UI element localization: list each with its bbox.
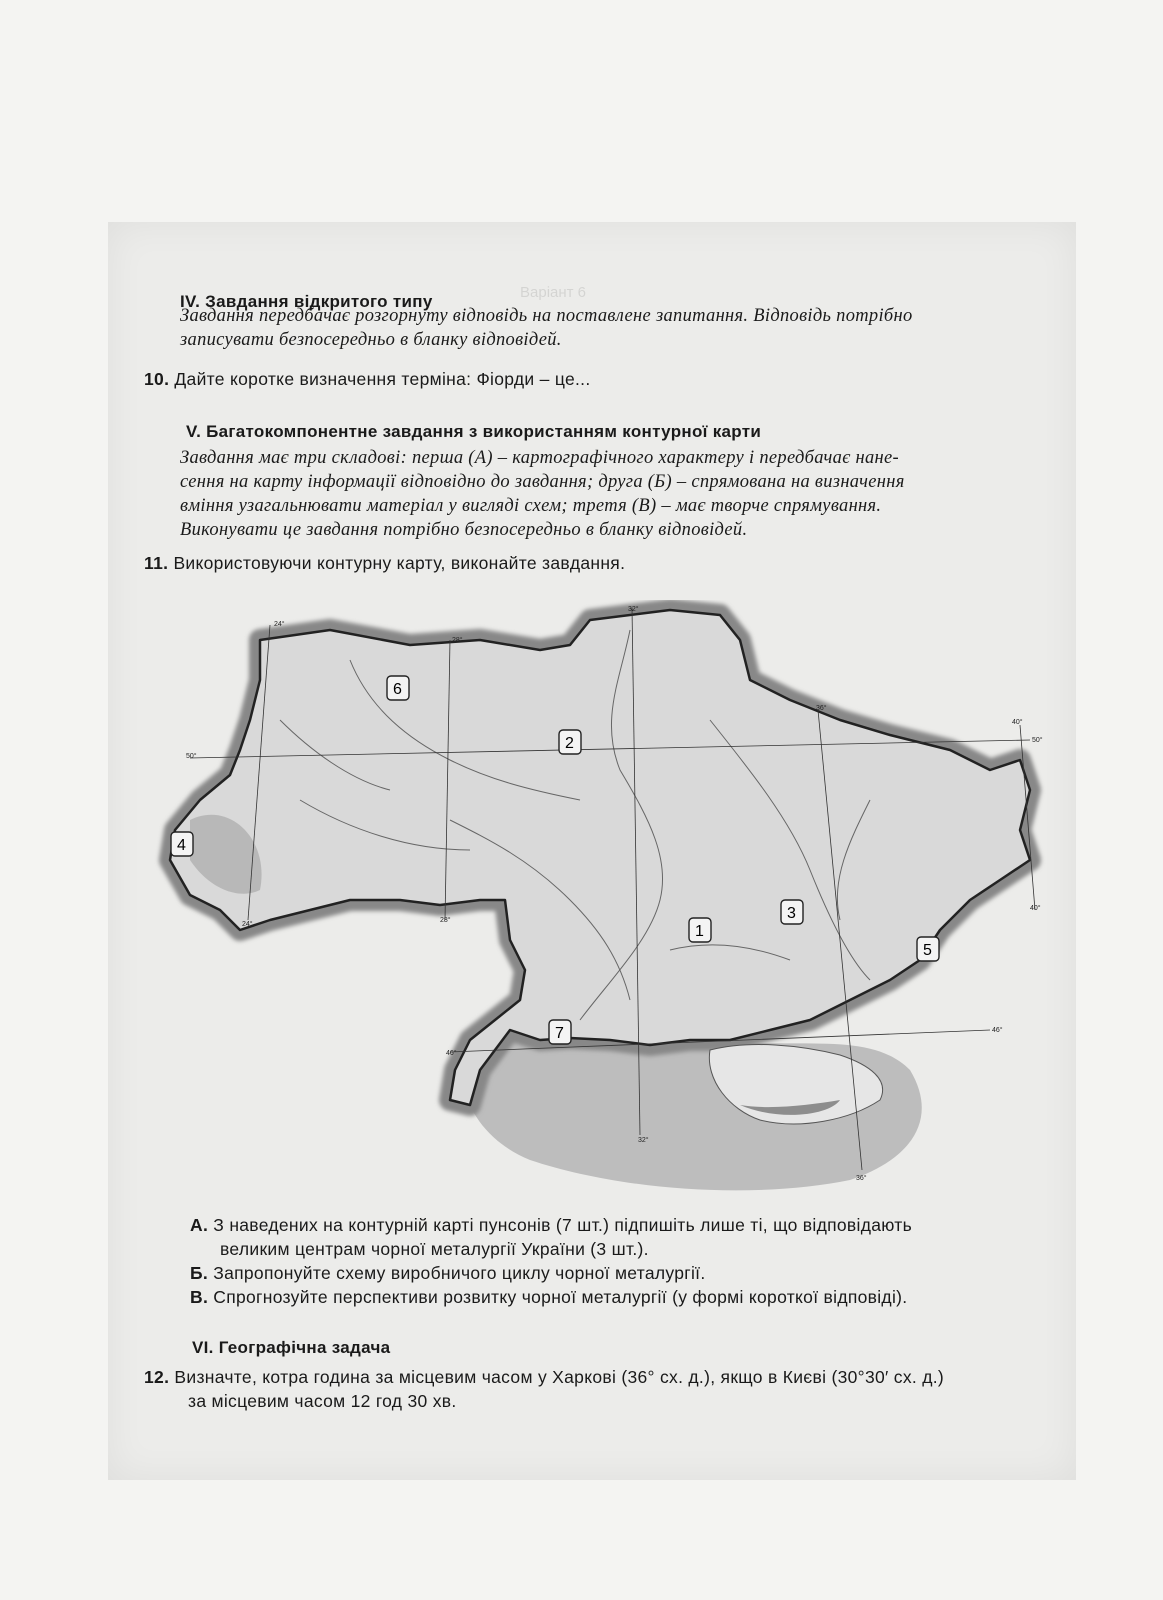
section-5-desc-line3: вміння узагальнювати матеріал у вигляді схем; третя (В) – має творче спрямування. [180,496,882,516]
task-12-line2: за місцевим часом 12 год 30 хв. [188,1391,457,1411]
section-5-desc-line2: сення на карту інформації відповідно до завдання; друга (Б) – спрямована на визначення [180,472,905,492]
task-10-number: 10. [144,369,170,389]
section-5-desc-line4: Виконувати це завдання потрібно безпосередньо в бланку відповідей. [180,520,748,540]
label-32-top: 32° [628,606,639,613]
subtask-c [190,1286,907,1309]
punson-6[interactable] [387,676,409,700]
section-4-desc-line2: записувати безпосередньо в бланку відповідей. [180,330,562,350]
task-12-line1: Визначте, котра година за місцевим часом у Харкові (36° сх. д.), якщо в Києві (30°30′ сх. д.) [174,1367,944,1387]
task-12-number: 12. [144,1367,170,1387]
section-4-title: IV. Завдання відкритого типу [180,292,433,311]
subtask-b-letter: Б. [190,1263,209,1283]
section-6-title: VI. Географічна задача [192,1338,391,1357]
label-24-bottom: 24° [242,921,253,928]
punson-2[interactable] [559,730,581,754]
subtask-a-line1: З наведених на контурній карті пунсонів (7 шт.) підпишіть лише ті, що відповідають [213,1215,913,1235]
punson-1[interactable] [689,918,711,942]
section-5-title: V. Багатокомпонентне завдання з використанням контурної карти [186,422,762,441]
label-50-left: 50° [186,753,197,760]
task-11-number: 11. [144,553,169,573]
label-28-bottom: 28° [440,917,451,924]
svg-text:2: 2 [565,735,574,752]
punson-7[interactable] [549,1020,571,1044]
svg-text:3: 3 [787,905,796,922]
subtask-a-letter: А. [190,1215,209,1235]
task-11 [144,552,625,575]
contour-map-ukraine [150,600,1080,1210]
subtask-b-line1: Запропонуйте схему виробничого циклу чорної металургії. [213,1263,706,1283]
subtask-c-line1: Спрогнозуйте перспективи розвитку чорної металургії (у формі короткої відповіді). [213,1287,908,1307]
subtask-a [190,1214,912,1237]
svg-text:7: 7 [555,1025,564,1042]
svg-text:4: 4 [177,837,186,854]
bleed-through-text: Варіант 6 [520,284,587,301]
svg-text:1: 1 [695,923,704,940]
label-24-top: 24° [274,621,285,628]
subtask-c-letter: В. [190,1287,209,1307]
punson-4[interactable] [171,832,193,856]
task-12 [144,1366,944,1389]
section-4-desc-line1: Завдання передбачає розгорнуту відповідь на поставлене запитання. Відповідь потрібно [180,306,913,326]
label-40-bottom: 40° [1030,905,1041,912]
label-50-right: 50° [1032,737,1043,744]
punson-5[interactable] [917,937,939,961]
svg-text:5: 5 [923,942,932,959]
label-36-top: 36° [816,705,827,712]
svg-text:6: 6 [393,681,402,698]
task-10 [144,368,591,391]
subtask-b [190,1262,706,1285]
ukraine-border [170,610,1030,1105]
subtask-a-line2: великим центрам чорної металургії України (3 шт.). [220,1239,649,1259]
label-46-left: 46° [446,1050,457,1057]
label-46-right: 46° [992,1027,1003,1034]
label-40-top: 40° [1012,719,1023,726]
punson-3[interactable] [781,900,803,924]
task-10-text: Дайте коротке визначення терміна: Фіорди – це... [174,369,591,389]
label-36-bottom: 36° [856,1175,867,1182]
section-5-desc-line1: Завдання має три складові: перша (А) – картографічного характеру і передбачає нане- [180,448,900,468]
task-11-text: Використовуючи контурну карту, виконайте завдання. [173,553,626,573]
label-28-top: 28° [452,637,463,644]
label-32-bottom: 32° [638,1137,649,1144]
